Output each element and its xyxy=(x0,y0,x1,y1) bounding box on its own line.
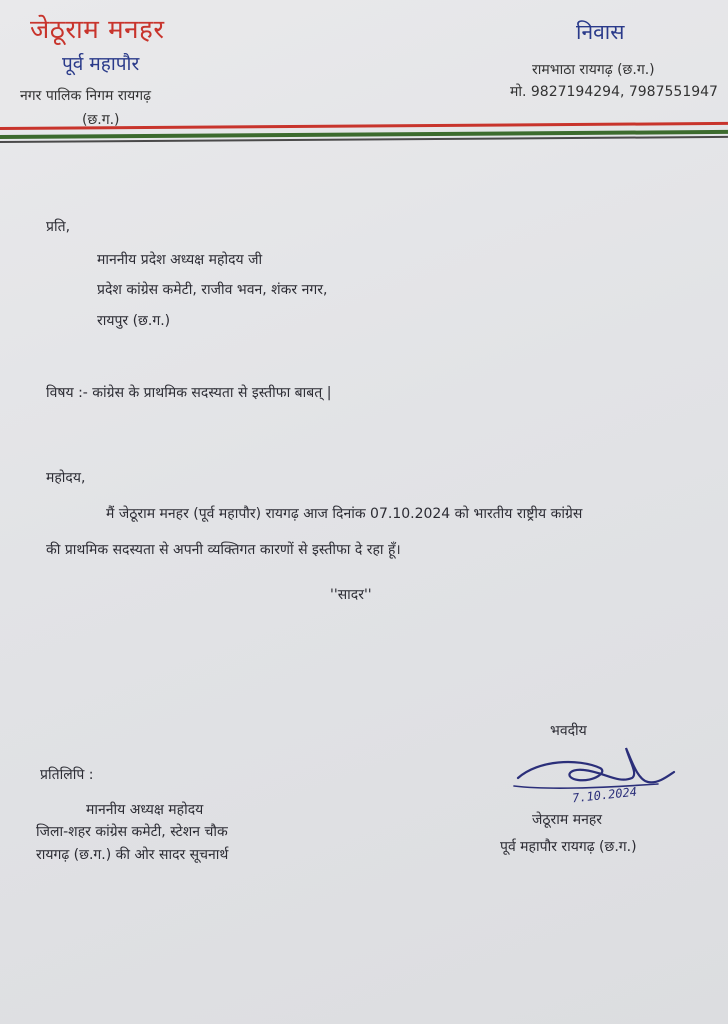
copy-line-3: रायगढ़ (छ.ग.) की ओर सादर सूचनार्थ xyxy=(36,847,229,863)
sadar-closing: ''सादर'' xyxy=(330,587,372,603)
residence-address: रामभाठा रायगढ़ (छ.ग.) xyxy=(532,62,655,78)
residence-title: निवास xyxy=(576,20,625,44)
sender-organization: नगर पालिक निगम रायगढ़ xyxy=(20,88,152,104)
signatory-post: पूर्व महापौर रायगढ़ (छ.ग.) xyxy=(500,839,637,855)
mobile-numbers: मो. 9827194294, 7987551947 xyxy=(510,84,718,100)
body-line-2: की प्राथमिक सदस्यता से अपनी व्यक्तिगत कारणों से इस्तीफा दे रहा हूँ। xyxy=(46,542,401,558)
copy-line-2: जिला-शहर कांग्रेस कमेटी, स्टेशन चौक xyxy=(36,824,228,840)
recipient-line-2: प्रदेश कांग्रेस कमेटी, राजीव भवन, शंकर नगर, xyxy=(97,282,328,298)
subject-line: विषय :- कांग्रेस के प्राथमिक सदस्यता से इस्तीफा बाबत् | xyxy=(46,385,332,401)
copy-label: प्रतिलिपि : xyxy=(40,767,94,783)
sender-post: पूर्व महापौर xyxy=(62,53,140,75)
body-line-1: मैं जेठूराम मनहर (पूर्व महापौर) रायगढ़ आज दिनांक 07.10.2024 को भारतीय राष्ट्रीय कांग्रेस xyxy=(106,506,583,522)
signatory-name: जेठूराम मनहर xyxy=(532,812,602,828)
salutation: महोदय, xyxy=(46,470,86,486)
recipient-line-1: माननीय प्रदेश अध्यक्ष महोदय जी xyxy=(97,252,263,268)
copy-line-1: माननीय अध्यक्ष महोदय xyxy=(86,802,204,818)
sender-name: जेठूराम मनहर xyxy=(30,15,165,45)
yours-faithfully: भवदीय xyxy=(550,723,587,739)
recipient-line-3: रायपुर (छ.ग.) xyxy=(97,313,171,329)
sender-organization-state: (छ.ग.) xyxy=(82,112,120,128)
recipient-prefix: प्रति, xyxy=(46,219,71,235)
signature-date: 7.10.2024 xyxy=(571,784,638,806)
